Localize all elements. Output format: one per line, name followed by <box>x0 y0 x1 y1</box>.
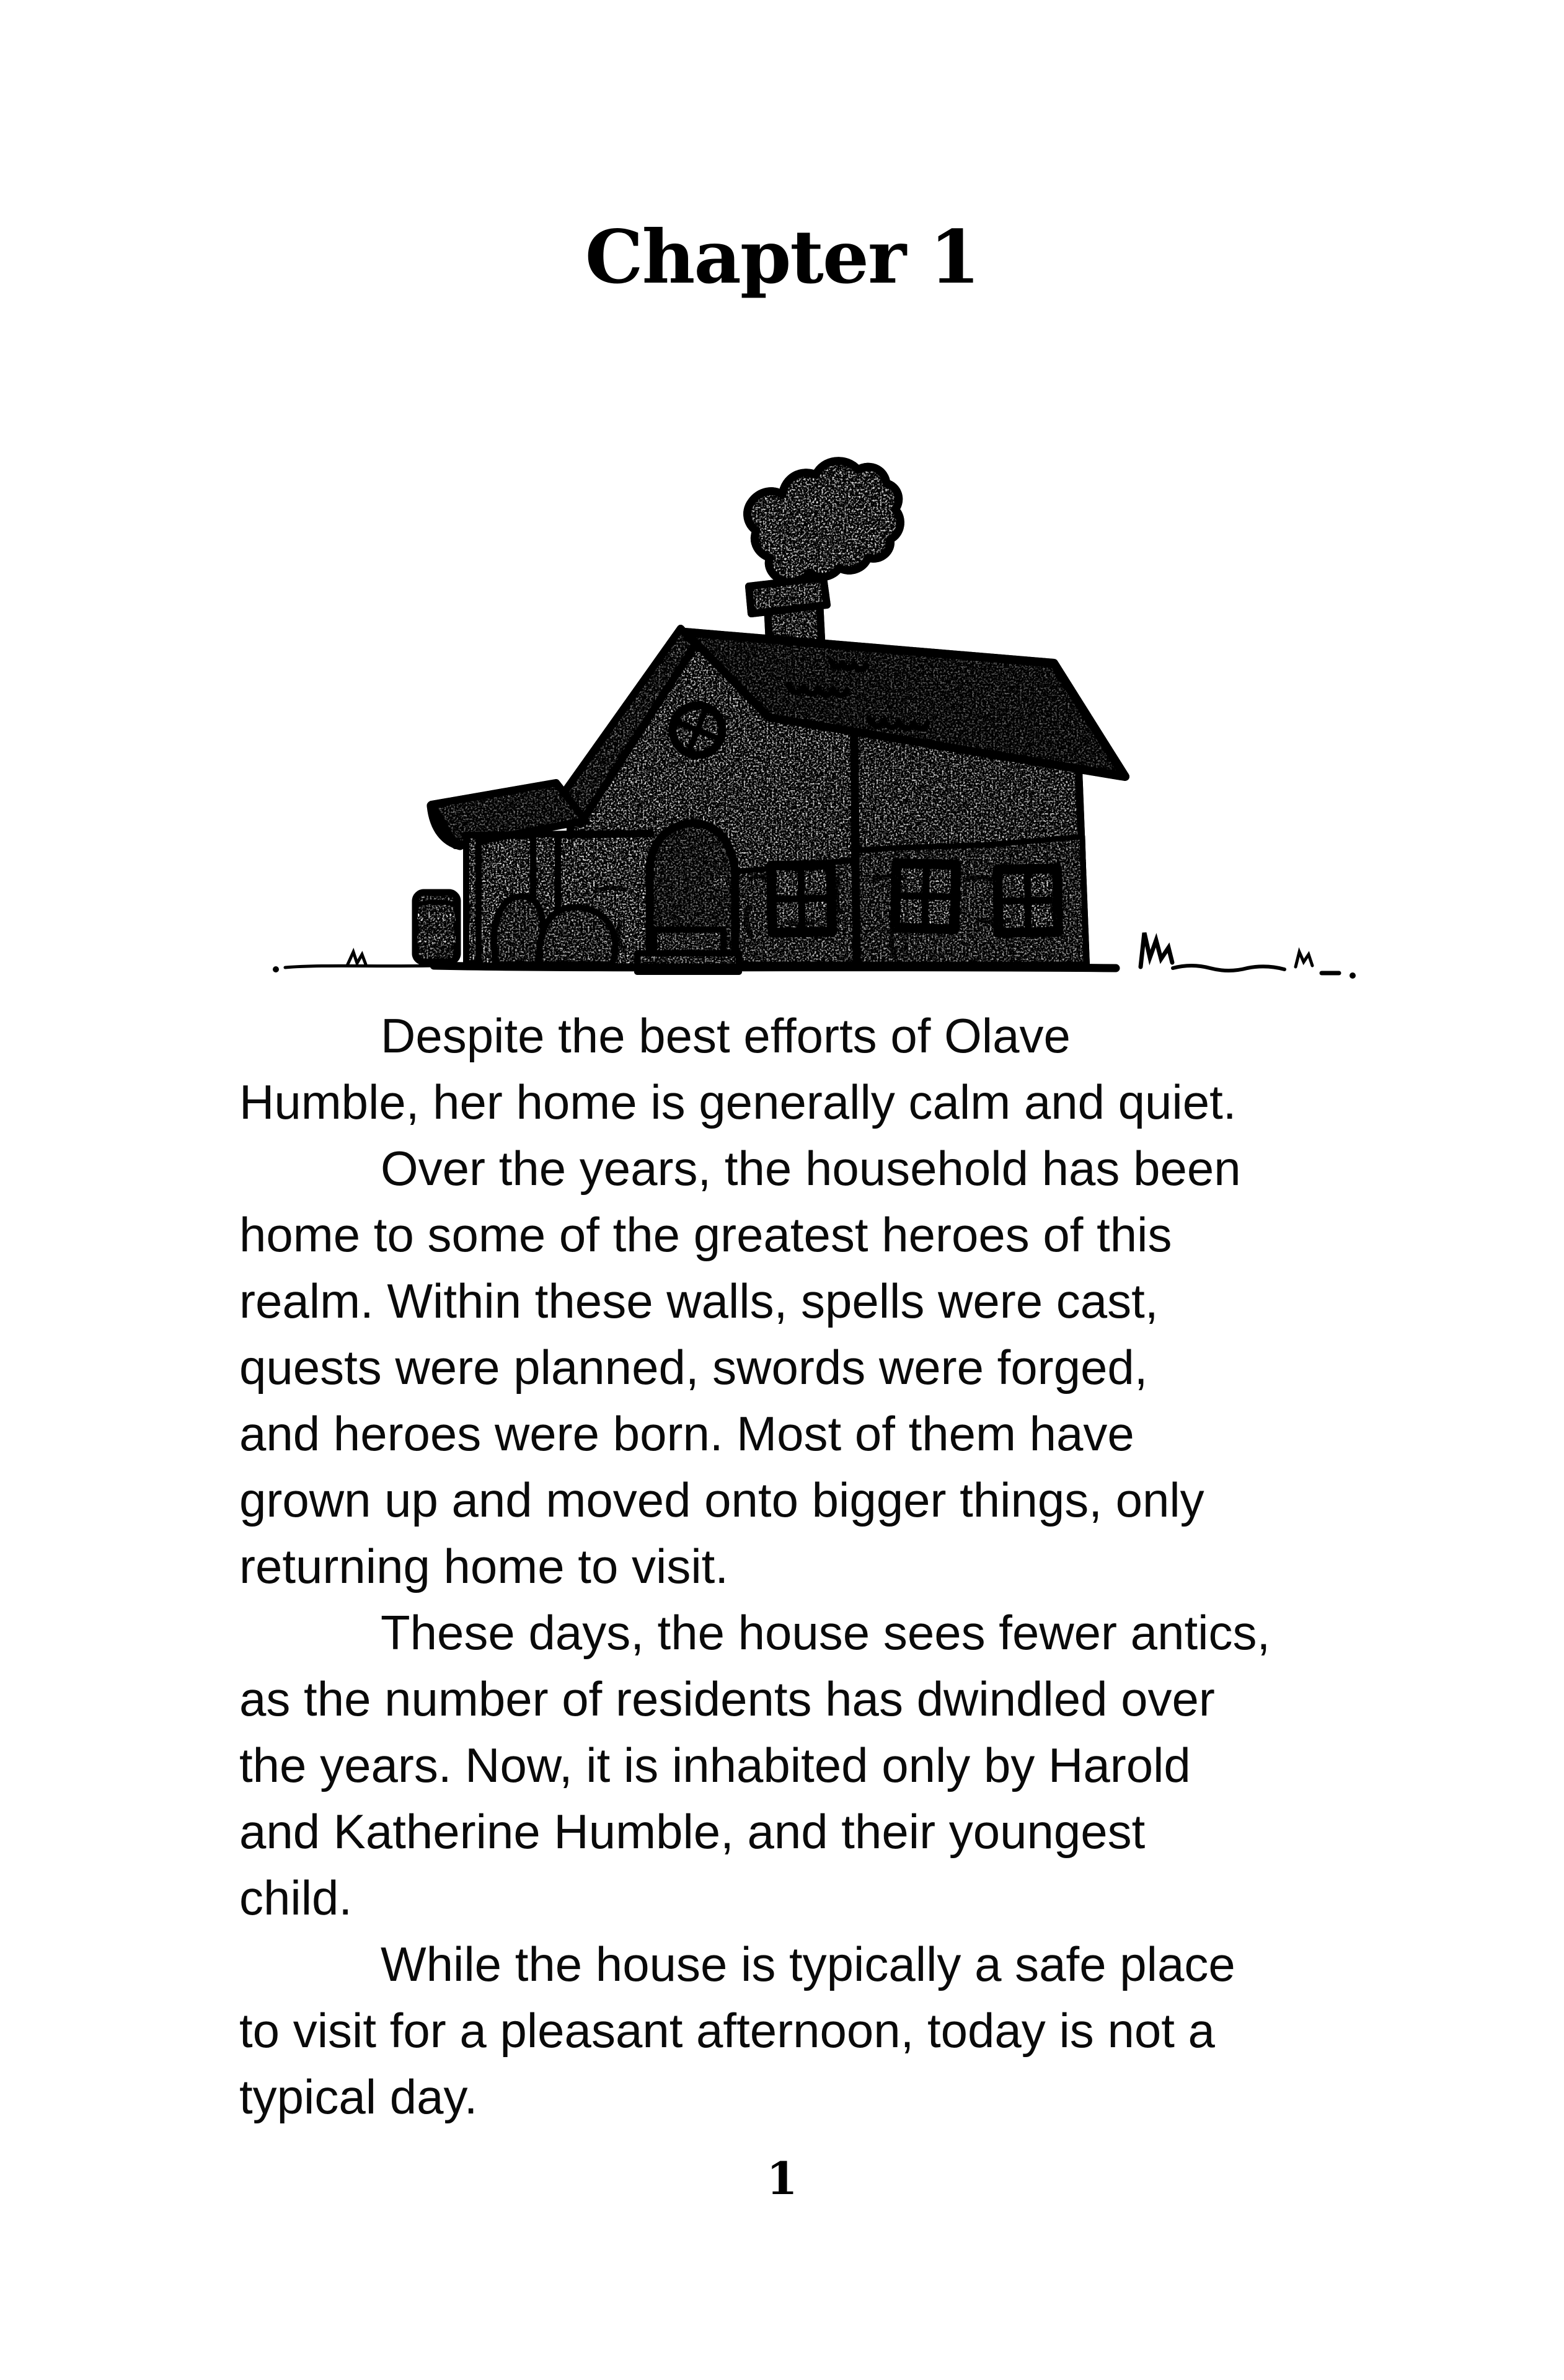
text-line: to visit for a pleasant afternoon, today is not a <box>239 2003 1215 2058</box>
text-line: grown up and moved onto bigger things, only <box>239 1473 1204 1527</box>
page-number: 1 <box>766 2152 798 2205</box>
grass-tuft-icon <box>347 952 366 966</box>
barrel-icon <box>415 892 457 962</box>
text-line: the years. Now, it is inhabited only by Harold <box>239 1738 1191 1792</box>
text-line: returning home to visit. <box>239 1539 729 1593</box>
front-door <box>637 823 739 972</box>
doorknob-icon <box>714 876 727 889</box>
boulder <box>494 896 543 964</box>
text-line: and Katherine Humble, and their youngest <box>239 1804 1146 1859</box>
grass-tuft-icon <box>1296 952 1312 967</box>
house-corner-line <box>854 733 857 964</box>
text-line: as the number of residents has dwindled over <box>239 1672 1215 1726</box>
chapter-title: Chapter 1 <box>585 214 979 300</box>
text-line: realm. Within these walls, spells were cast, <box>239 1274 1159 1328</box>
text-line: Humble, her home is generally calm and quiet. <box>239 1075 1237 1129</box>
text-line: child. <box>239 1871 353 1925</box>
text-line: typical day. <box>239 2069 478 2124</box>
text-line: home to some of the greatest heroes of this <box>239 1207 1172 1262</box>
text-line: and heroes were born. Most of them have <box>239 1406 1134 1461</box>
ground-dot <box>273 966 279 972</box>
text-line: Despite the best efforts of Olave <box>381 1008 1071 1063</box>
grass-tuft-icon <box>1141 933 1172 967</box>
ground-dot <box>1350 972 1356 979</box>
text-line: These days, the house sees fewer antics, <box>381 1605 1271 1660</box>
porch-post <box>466 835 479 963</box>
story-text <box>239 1003 1361 2130</box>
text-line: quests were planned, swords were forged, <box>239 1340 1148 1395</box>
cottage-illustration <box>248 445 1364 984</box>
boulder <box>539 907 616 964</box>
text-line: While the house is typically a safe place <box>381 1937 1235 1991</box>
text-line: Over the years, the household has been <box>381 1141 1241 1196</box>
smoke-cloud-icon <box>748 461 901 583</box>
